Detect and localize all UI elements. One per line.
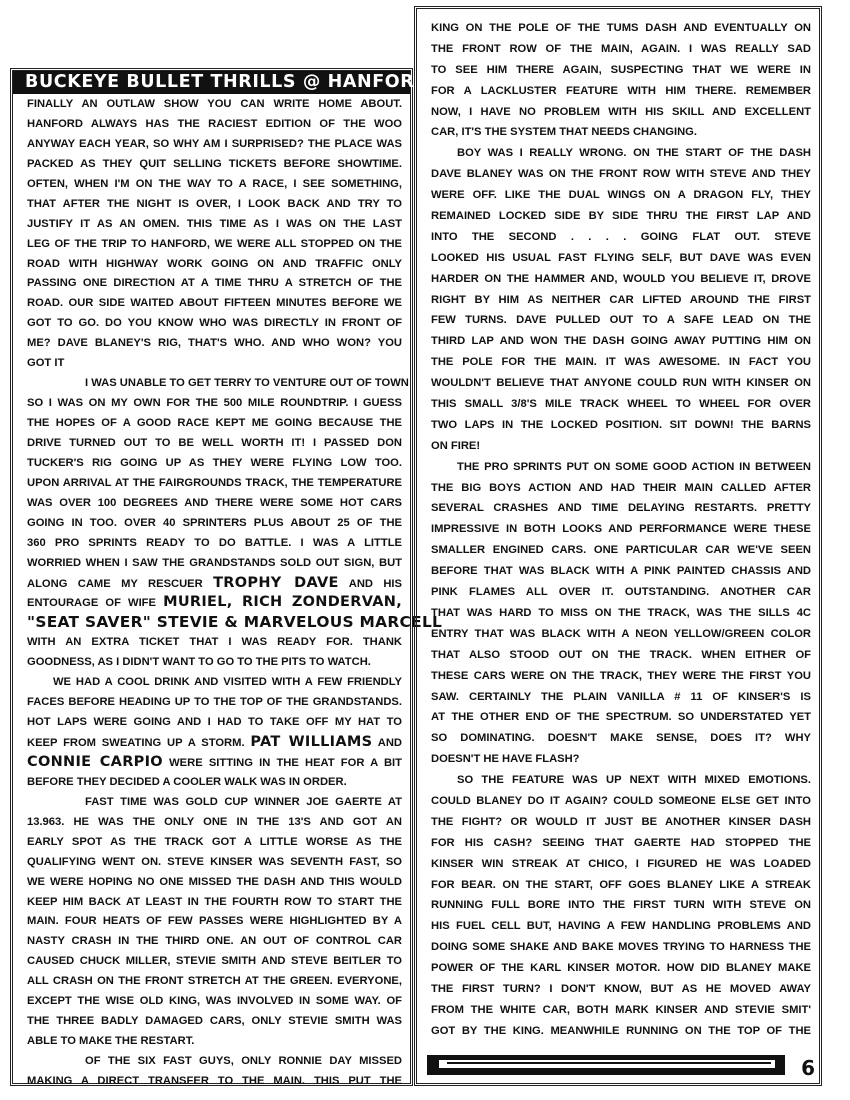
text-line bbox=[27, 135, 402, 155]
text-line bbox=[27, 932, 402, 952]
text-segment: ANYWAY EACH YEAR, SO WHY AM I SURPRISED? THE PLACE WAS bbox=[27, 137, 402, 150]
text-segment: PINK FLAMES ALL OVER IT. OUTSTANDING. ANOTHER CAR bbox=[431, 586, 811, 599]
text-segment: HARDER ON THE HAMMER AND, WOULD YOU BELIEVE IT, DROVE bbox=[431, 272, 811, 285]
text-line bbox=[27, 394, 402, 414]
text-segment: 13.963. HE WAS THE ONLY ONE IN THE 13'S AND GOT AN bbox=[27, 815, 402, 828]
text-segment: KEEP FROM SWEATING UP A STORM. bbox=[27, 737, 245, 749]
text-segment: WAS OVER 100 DEGREES AND THERE WERE SOME HOT CARS bbox=[27, 496, 402, 509]
text-line bbox=[27, 593, 402, 613]
text-line bbox=[431, 248, 811, 269]
text-segment: ME? DAVE BLANEY'S RIG, THAT'S WHO. AND WHO WON? YOU bbox=[27, 337, 402, 350]
text-line bbox=[431, 60, 811, 81]
text-segment: WOULDN'T BELIEVE THAT ANYONE COULD RUN WITH KINSER ON bbox=[431, 377, 811, 390]
text-segment: RIGHT BY HIM AS NEITHER CAR LIFTED AROUND THE FIRST bbox=[431, 293, 811, 306]
right-column-body bbox=[431, 18, 811, 1042]
text-line bbox=[27, 195, 402, 215]
text-line bbox=[431, 457, 811, 478]
text-line bbox=[27, 554, 402, 574]
text-line bbox=[431, 102, 811, 123]
text-segment: 360 PRO SPRINTS READY TO DO BATTLE. I WAS A LITTLE bbox=[27, 536, 402, 549]
footer-bar-line bbox=[447, 1062, 771, 1064]
left-column-body bbox=[27, 95, 443, 1092]
text-segment: RUNNING FULL BORE INTO THE FIRST TURN WITH STEVE ON bbox=[431, 899, 811, 912]
text-line bbox=[431, 373, 811, 394]
text-segment: WERE SITTING IN THE HEAT FOR A BIT bbox=[169, 756, 402, 769]
text-segment: EARLY SPOT AS THE TRACK GOT A LITTLE WORSE AS THE bbox=[27, 835, 402, 848]
text-line bbox=[431, 185, 811, 206]
text-line bbox=[431, 143, 811, 164]
text-line bbox=[431, 707, 811, 728]
text-segment: KINSER WIN STREAK AT CHICO, I FIGURED HE WAS LOADED bbox=[431, 857, 811, 870]
text-segment: KEEP HIM BACK AT LEAST IN THE FOURTH ROW TO START THE bbox=[27, 895, 402, 908]
text-line bbox=[27, 215, 402, 235]
text-line bbox=[27, 1032, 402, 1052]
text-line bbox=[27, 893, 402, 913]
text-segment: ENTRY THAT WAS BLACK WITH A NEON YELLOW/GREEN COLOR bbox=[431, 627, 811, 640]
text-line bbox=[431, 770, 811, 791]
text-line bbox=[431, 122, 811, 143]
text-line bbox=[27, 912, 402, 932]
text-line bbox=[431, 206, 811, 227]
text-line bbox=[431, 958, 811, 979]
text-segment: LOOKED HIS USUAL FAST FLYING SELF, BUT DAVE WAS EVEN bbox=[431, 251, 811, 264]
text-line bbox=[27, 494, 402, 514]
text-line bbox=[27, 733, 402, 753]
text-segment: MAIN. FOUR HEATS OF FEW PASSES WERE HIGHLIGHTED BY A bbox=[27, 915, 402, 928]
text-segment: SEVERAL CRASHES AND TIME DELAYING RESTARTS. PRETTY bbox=[431, 502, 811, 515]
text-segment: AND bbox=[377, 737, 402, 749]
page-number: 6 bbox=[801, 1056, 815, 1080]
text-line bbox=[431, 269, 811, 290]
text-segment: GOT IT bbox=[27, 357, 65, 370]
text-line bbox=[27, 853, 402, 873]
text-line bbox=[27, 474, 402, 494]
text-segment: DRIVE TURNED OUT TO BE WELL WORTH IT! I PASSED DON bbox=[27, 436, 402, 449]
text-segment: ALL CRASH ON THE FRONT STRETCH AT THE GREEN. EVERYONE, bbox=[27, 975, 402, 988]
text-segment: ABLE TO MAKE THE RESTART. bbox=[27, 1035, 195, 1048]
text-line bbox=[27, 1012, 402, 1032]
text-segment: SO DOMINATING. DOESN'T MAKE SENSE, DOES IT? WHY bbox=[431, 732, 811, 745]
text-line bbox=[431, 436, 811, 457]
text-line bbox=[431, 81, 811, 102]
text-segment: SAW. CERTAINLY THE PLAIN VANILLA # 11 OF KINSER'S IS bbox=[431, 690, 811, 703]
text-segment: SO I WAS ON MY OWN FOR THE 500 MILE ROUNDTRIP. I GUESS bbox=[27, 397, 402, 410]
text-line bbox=[27, 175, 402, 195]
text-line bbox=[431, 164, 811, 185]
text-segment: ALONG CAME MY RESCUER bbox=[27, 577, 203, 590]
text-line bbox=[27, 673, 402, 693]
text-line bbox=[431, 540, 811, 561]
text-line bbox=[27, 454, 402, 474]
text-segment: ENTOURAGE OF WIFE bbox=[27, 597, 156, 610]
text-segment: CAR, IT'S THE SYSTEM THAT NEEDS CHANGING. bbox=[431, 126, 697, 139]
text-segment: HOT LAPS WERE GOING AND I HAD TO TAKE OFF MY HAT TO bbox=[27, 716, 402, 729]
text-line bbox=[27, 653, 402, 673]
text-segment: THE FRONT ROW OF THE MAIN, AGAIN. I WAS REALLY SAD bbox=[431, 42, 811, 55]
text-line bbox=[27, 314, 402, 334]
text-segment: FROM THE WHITE CAR, BOTH MARK KINSER AND STEVIE SMIT' bbox=[431, 1003, 811, 1016]
text-segment: DOESN'T HE HAVE FLASH? bbox=[431, 753, 580, 766]
text-segment: CAUSED CHUCK MILLER, STEVIE SMITH AND STEVE BEITLER TO bbox=[27, 955, 402, 968]
text-segment: PASSING ONE DIRECTION AT A TIME THRU A STRETCH OF THE bbox=[27, 277, 402, 290]
text-line bbox=[431, 39, 811, 60]
text-line bbox=[431, 833, 811, 854]
highlighted-name: CONNIE CARPIO bbox=[27, 753, 163, 770]
text-segment: I WAS UNABLE TO GET TERRY TO VENTURE OUT OF TOWN bbox=[85, 377, 409, 390]
text-segment: KING ON THE POLE OF THE TUMS DASH AND EVENTUALLY ON bbox=[431, 22, 811, 34]
text-line bbox=[27, 354, 402, 374]
text-line bbox=[431, 18, 811, 39]
text-segment: FAST TIME WAS GOLD CUP WINNER JOE GAERTE AT bbox=[85, 795, 402, 808]
text-line bbox=[27, 753, 402, 773]
text-line bbox=[27, 334, 402, 354]
text-segment: FEW TURNS. DAVE PULLED OUT TO A SAFE LEAD ON THE bbox=[431, 314, 811, 327]
text-segment: GOT TO GO. DO YOU KNOW WHO WAS DIRECTLY IN FRONT OF bbox=[27, 317, 402, 330]
text-segment: AND HIS bbox=[348, 577, 402, 590]
text-segment: THE BIG BOYS ACTION AND HAD THEIR MAIN CALLED AFTER bbox=[431, 481, 811, 494]
text-segment: THIS SMALL 3/8'S MILE TRACK WHEEL TO WHEEL FOR OVER bbox=[431, 398, 811, 411]
text-segment: POWER OF THE KARL KINSER MOTOR. HOW DID BLANEY MAKE bbox=[431, 962, 811, 975]
highlighted-name: PAT WILLIAMS bbox=[250, 734, 373, 750]
text-line bbox=[431, 290, 811, 311]
text-line bbox=[27, 833, 402, 853]
highlighted-name: TROPHY DAVE bbox=[213, 574, 339, 591]
text-segment: UPON ARRIVAL AT THE FAIRGROUNDS TRACK, THE TEMPERATURE bbox=[27, 476, 402, 489]
text-line bbox=[431, 875, 811, 896]
text-line bbox=[431, 310, 811, 331]
text-segment: FOR BEAR. ON THE START, OFF GOES BLANEY LIKE A STREAK bbox=[431, 878, 811, 891]
text-segment: ON FIRE! bbox=[431, 439, 481, 452]
text-line bbox=[27, 813, 402, 833]
text-line bbox=[431, 791, 811, 812]
text-line bbox=[27, 115, 402, 135]
text-line bbox=[27, 294, 402, 314]
highlighted-name: MURIEL, RICH ZONDERVAN, bbox=[163, 594, 403, 611]
text-line bbox=[431, 582, 811, 603]
text-line bbox=[431, 937, 811, 958]
text-segment: FACES BEFORE HEADING UP TO THE TOP OF THE GRANDSTANDS. bbox=[27, 696, 402, 709]
text-segment: NASTY CRASH IN THE THIRD ONE. AN OUT OF CONTROL CAR bbox=[27, 935, 402, 948]
text-line bbox=[431, 603, 811, 624]
text-line bbox=[27, 793, 402, 813]
text-segment: QUALIFYING WENT ON. STEVE KINSER WAS SEVENTH FAST, SO bbox=[27, 855, 402, 868]
text-segment: THAT AFTER THE NIGHT IS OVER, I LOOK BACK AND TRY TO bbox=[27, 197, 402, 210]
text-line bbox=[27, 534, 402, 554]
text-segment: INTO THE SECOND . . . . GOING FLAT OUT. STEVE bbox=[431, 230, 811, 243]
text-line bbox=[27, 613, 443, 633]
text-line bbox=[431, 498, 811, 519]
text-line bbox=[431, 895, 811, 916]
text-line bbox=[27, 873, 402, 893]
text-segment: COULD BLANEY DO IT AGAIN? COULD SOMEONE ELSE GET INTO bbox=[431, 794, 811, 807]
text-line bbox=[431, 979, 811, 1000]
text-segment: FINALLY AN OUTLAW SHOW YOU CAN WRITE HOME ABOUT. bbox=[27, 98, 402, 110]
text-line bbox=[27, 773, 402, 793]
text-segment: IMPRESSIVE IN BOTH LOOKS AND PERFORMANCE WERE THESE bbox=[431, 523, 811, 536]
text-segment: OF THE SIX FAST GUYS, ONLY RONNIE DAY MISSED bbox=[85, 1055, 402, 1067]
text-line bbox=[431, 624, 811, 645]
text-line bbox=[431, 352, 811, 373]
text-line bbox=[431, 645, 811, 666]
text-line bbox=[27, 1052, 402, 1072]
text-line bbox=[27, 972, 402, 992]
text-segment: MAKING A DIRECT TRANSFER TO THE MAIN. THIS PUT THE bbox=[27, 1074, 402, 1087]
text-line bbox=[431, 916, 811, 937]
text-line bbox=[431, 687, 811, 708]
text-line bbox=[27, 713, 402, 733]
text-segment: THE HOPES OF A GOOD RACE KEPT ME GOING BECAUSE THE bbox=[27, 417, 402, 429]
text-line bbox=[27, 952, 402, 972]
text-segment: BEFORE THEY DECIDED A COOLER WALK WAS IN ORDER. bbox=[27, 775, 347, 788]
text-segment: BOY WAS I REALLY WRONG. ON THE START OF THE DASH bbox=[457, 147, 811, 160]
text-line bbox=[27, 95, 402, 115]
text-segment: ROAD. OUR SIDE WAITED ABOUT FIFTEEN MINUTES BEFORE WE bbox=[27, 297, 402, 310]
text-line bbox=[431, 478, 811, 499]
text-line bbox=[27, 633, 402, 653]
text-line bbox=[27, 992, 402, 1012]
text-segment: OFTEN, WHEN I'M ON THE WAY TO A RACE, I SEE SOMETHING, bbox=[27, 177, 402, 190]
text-segment: WITH AN EXTRA TICKET THAT I WAS READY FOR. THANK bbox=[27, 636, 402, 649]
text-segment: TUCKER'S RIG GOING UP AS THEY WERE FLYING LOW TOO. bbox=[27, 456, 402, 469]
text-line bbox=[431, 728, 811, 749]
text-line bbox=[27, 255, 402, 275]
text-segment: THE POLE FOR THE MAIN. IT WAS AWESOME. IN FACT YOU bbox=[431, 356, 811, 369]
text-segment: THE FIRST TURN? I DON'T KNOW, BUT AS HE MOVED AWAY bbox=[431, 982, 811, 995]
text-segment: WERE OFF. LIKE THE DUAL WINGS ON A DRAGON FLY, THEY bbox=[431, 189, 811, 202]
text-line bbox=[431, 561, 811, 582]
text-segment: FOR A LACKLUSTER FEATURE WITH HIM THERE. REMEMBER bbox=[431, 84, 811, 97]
text-segment: NOW, I HAVE NO PROBLEM WITH HIS SKILL AND EXCELLENT bbox=[431, 105, 811, 118]
text-segment: HIS FUEL CELL BUT, HAVING A FEW HANDLING PROBLEMS AND bbox=[431, 920, 811, 933]
text-segment: BEFORE THAT WAS BLACK WITH A PINK PAINTED CHASSIS AND bbox=[431, 565, 811, 578]
text-line bbox=[431, 749, 811, 770]
text-line bbox=[431, 1000, 811, 1021]
text-line bbox=[431, 666, 811, 687]
text-segment: LEG OF THE TRIP TO HANFORD, WE WERE ALL STOPPED ON THE bbox=[27, 237, 402, 250]
text-segment: TO SEE HIM THERE AGAIN, SUSPECTING THAT WE WERE IN bbox=[431, 63, 811, 76]
text-segment: THIRD LAP AND WON THE DASH GOING AWAY PUTTING HIM ON bbox=[431, 335, 811, 348]
text-line bbox=[431, 812, 811, 833]
text-line bbox=[27, 155, 402, 175]
text-segment: SMALLER ENGINED CARS. ONE PARTICULAR CAR WE'VE SEEN bbox=[431, 544, 811, 557]
text-segment: PACKED AS THEY QUIT SELLING TICKETS BEFORE SHOWTIME. bbox=[27, 157, 402, 170]
highlighted-name: "SEAT SAVER" STEVIE & MARVELOUS MARCELL bbox=[27, 613, 443, 632]
text-segment: GOODNESS, AS I DIDN'T WANT TO GO TO THE PITS TO WATCH. bbox=[27, 656, 371, 669]
footer-bar-inner bbox=[439, 1060, 775, 1068]
text-line bbox=[431, 227, 811, 248]
text-line bbox=[27, 1072, 402, 1092]
text-segment: WE WERE HOPING NO ONE MISSED THE DASH AND THIS WOULD bbox=[27, 875, 402, 888]
text-segment: HANFORD ALWAYS HAS THE RACIEST EDITION OF THE WOO bbox=[27, 117, 402, 130]
decorative-footer-bar bbox=[427, 1055, 785, 1075]
text-line bbox=[431, 519, 811, 540]
right-column bbox=[414, 6, 822, 1086]
text-segment: EXCEPT THE WISE OLD KING, WAS INVOLVED IN SOME WAY. OF bbox=[27, 995, 402, 1008]
text-segment: DOING SOME SHAKE AND BAKE MOVES TRYING TO HARNESS THE bbox=[431, 941, 811, 954]
text-line bbox=[27, 574, 402, 594]
text-segment: AT THE OTHER END OF THE SPECTRUM. SO UNDERSTATED YET bbox=[431, 711, 811, 724]
text-line bbox=[27, 235, 402, 255]
text-line bbox=[27, 693, 402, 713]
text-segment: THESE CARS WERE ON THE TRACK, THEY WERE THE FIRST YOU bbox=[431, 669, 811, 682]
text-segment: SO THE FEATURE WAS UP NEXT WITH MIXED EMOTIONS. bbox=[457, 774, 811, 787]
text-line bbox=[431, 394, 811, 415]
text-segment: THE FIGHT? OR WOULD IT JUST BE ANOTHER KINSER DASH bbox=[431, 815, 811, 828]
text-line bbox=[431, 854, 811, 875]
text-segment: JUSTIFY IT AS AN OMEN. THIS TIME AS I WAS ON THE LAST bbox=[27, 217, 402, 230]
text-segment: FOR HIS CASH? SEEING THAT GAERTE HAD STOPPED THE bbox=[431, 836, 811, 849]
text-line bbox=[431, 415, 811, 436]
text-segment: WORRIED WHEN I SAW THE GRANDSTANDS SOLD OUT SIGN, BUT bbox=[27, 556, 402, 569]
text-segment: GOING IN TOO. OVER 40 SPRINTERS PLUS ABOUT 25 OF THE bbox=[27, 516, 402, 529]
text-segment: GOT BY THE KING. MEANWHILE RUNNING ON THE TOP OF THE bbox=[431, 1024, 811, 1037]
text-line bbox=[27, 414, 402, 434]
left-column bbox=[10, 68, 443, 1087]
text-segment: THAT WAS HARD TO MISS ON THE TRACK, WAS THE SILLS 4C bbox=[431, 606, 811, 619]
text-segment: THE PRO SPRINTS PUT ON SOME GOOD ACTION IN BETWEEN bbox=[457, 460, 811, 473]
text-segment: THAT ALSO STOOD OUT ON THE TRACK. WHEN EITHER OF bbox=[431, 648, 811, 661]
text-segment: WE HAD A COOL DRINK AND VISITED WITH A FEW FRIENDLY bbox=[53, 676, 402, 689]
text-segment: DAVE BLANEY WAS ON THE FRONT ROW WITH STEVE AND THEY bbox=[431, 168, 811, 181]
text-line bbox=[27, 374, 409, 394]
text-line bbox=[27, 274, 402, 294]
text-line bbox=[27, 434, 402, 454]
article-title: BUCKEYE BULLET THRILLS @ HANFORD bbox=[13, 71, 410, 94]
text-segment: ROAD WITH HIGHWAY WORK GOING ON AND TRAFFIC ONLY bbox=[27, 257, 402, 270]
text-line bbox=[27, 514, 402, 534]
text-line bbox=[431, 1021, 811, 1042]
text-segment: TWO LAPS IN THE LOCKED POSITION. SIT DOWN! THE BARNS bbox=[431, 418, 811, 431]
text-segment: REMAINED LOCKED SIDE BY SIDE THRU THE FIRST LAP AND bbox=[431, 210, 811, 223]
text-line bbox=[431, 331, 811, 352]
text-segment: THE THREE BADLY DAMAGED CARS, ONLY STEVIE SMITH WAS bbox=[27, 1015, 402, 1028]
